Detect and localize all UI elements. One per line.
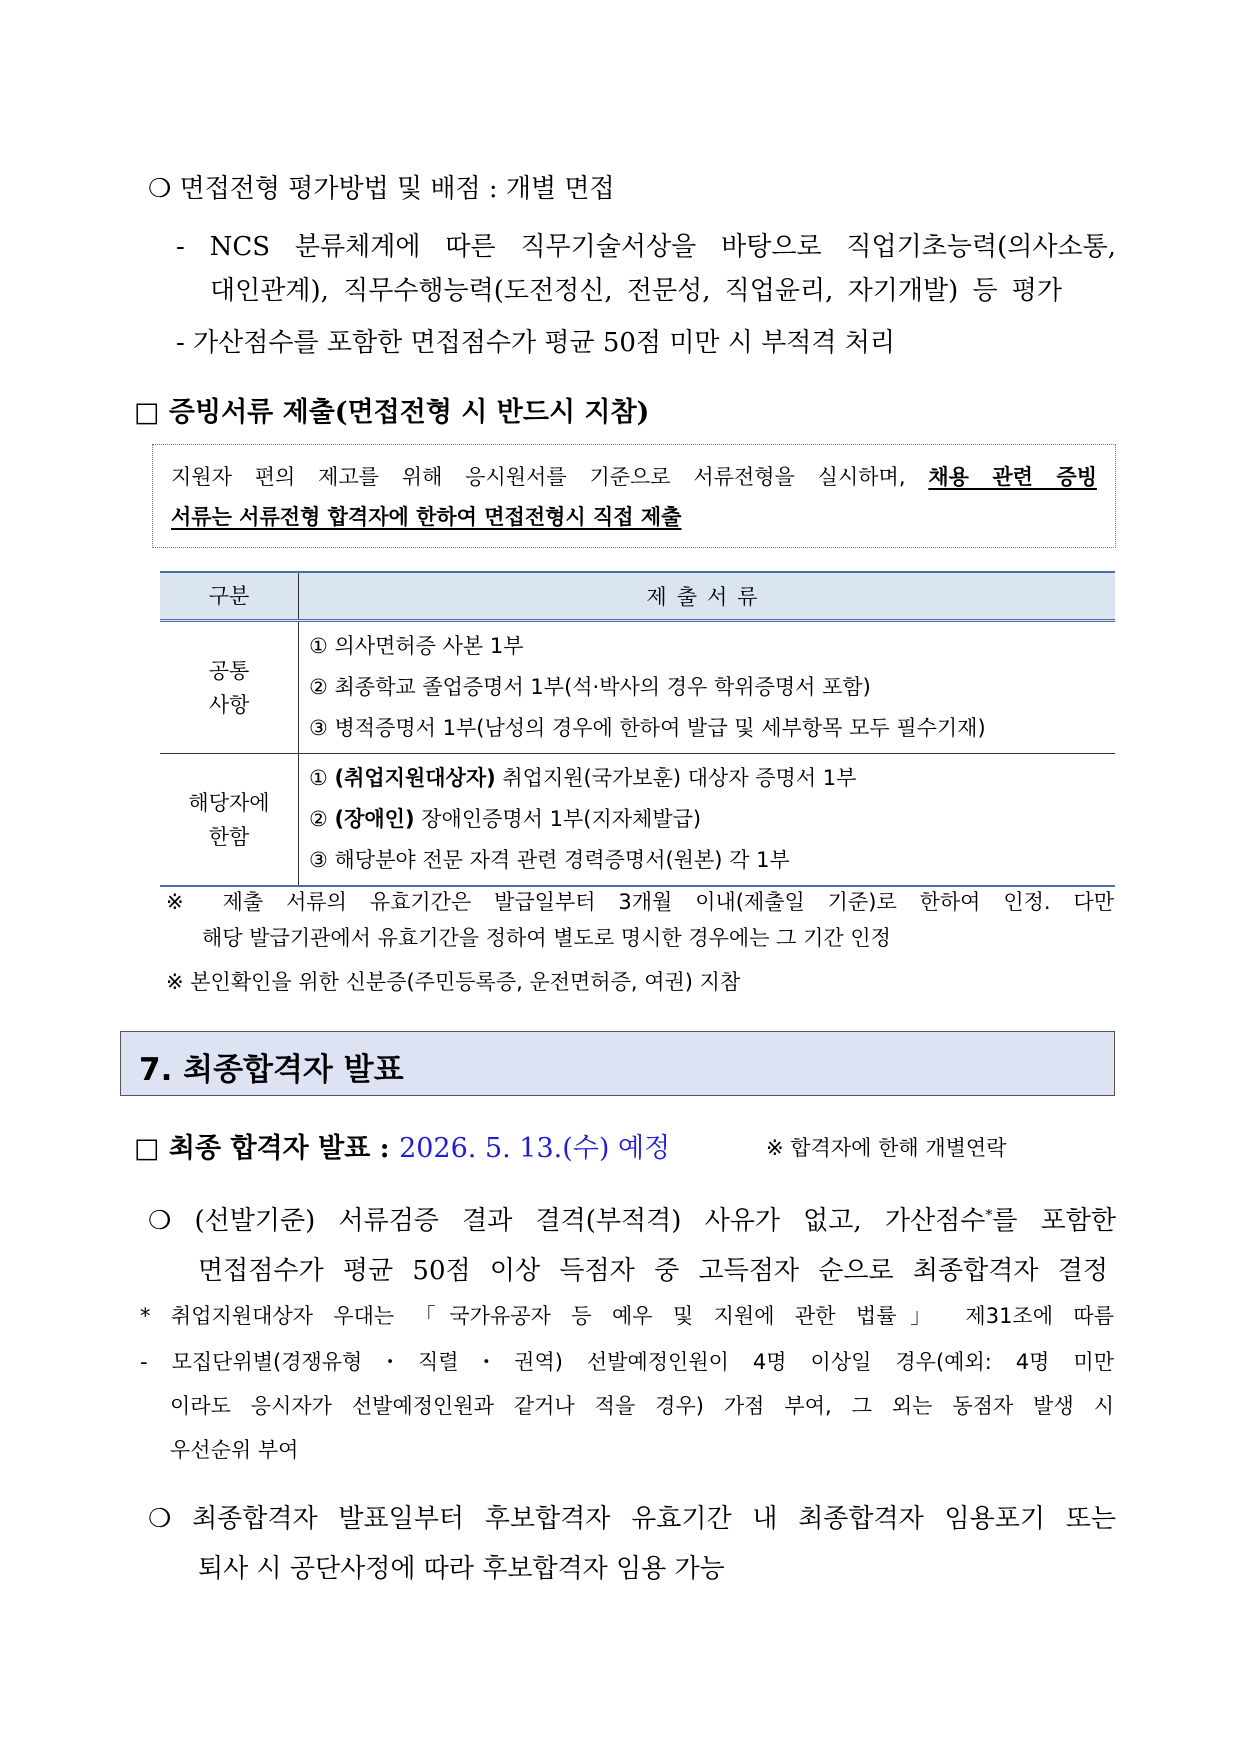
category-cell — [160, 621, 299, 754]
dash-line3: 우선순위 부여 — [170, 1438, 299, 1462]
item-prefix: ① — [309, 766, 335, 790]
announce-line — [134, 1126, 670, 1165]
section-7-title: 7. 최종합격자 발표 — [139, 1052, 404, 1088]
category-line: 한함 — [208, 824, 250, 849]
category-line: 해당자에 — [188, 790, 270, 815]
dash-line2: 이라도 응시자가 선발예정인원과 같거나 적을 경우) 가점 부여, 그 외는 동점자 발생 시 — [170, 1394, 1114, 1418]
criteria-text: ❍ (선발기준) 서류검증 결과 결격(부적격) 사유가 없고, 가산점수 — [148, 1206, 986, 1236]
footnote: * 취업지원대상자 우대는 「국가유공자 등 예우 및 지원에 관한 법률」 제31조에 따름 — [140, 1304, 1114, 1328]
docs-heading: □ 증빙서류 제출(면접전형 시 반드시 지참) — [134, 397, 650, 428]
interview-item1-line1: - NCS 분류체계에 따른 직무기술서상을 바탕으로 직업기초능력(의사소통, — [176, 232, 1116, 262]
reserve-line2: 퇴사 시 공단사정에 따라 후보합격자 임용 가능 — [198, 1554, 725, 1584]
document-item: ① 의사면허증 사본 1부 — [309, 634, 524, 658]
notice-bold-2: 서류는 서류전형 합격자에 한하여 면접전형시 직접 제출 — [171, 505, 682, 529]
reserve-line1: ❍ 최종합격자 발표일부터 후보합격자 유효기간 내 최종합격자 임용포기 또는 — [148, 1504, 1116, 1534]
interview-item2: - 가산점수를 포함한 면접점수가 평균 50점 미만 시 부적격 처리 — [176, 328, 896, 358]
items-cell — [299, 754, 1116, 887]
item-text: 장애인증명서 1부(지자체발급) — [414, 807, 702, 831]
notice-line1 — [171, 461, 1097, 491]
document-item: ③ 해당분야 전문 자격 관련 경력증명서(원본) 각 1부 — [309, 848, 790, 872]
item-bold: (취업지원대상자) — [334, 766, 496, 790]
notice-bold-1: 채용 관련 증빙 — [928, 465, 1097, 489]
document-item — [309, 758, 1114, 799]
criteria-text-2: 를 포함한 — [992, 1206, 1116, 1236]
criteria-line1 — [148, 1200, 1116, 1237]
criteria-asterisk: * — [985, 1207, 993, 1224]
document-item: ③ 병적증명서 1부(남성의 경우에 한하여 발급 및 세부항목 모두 필수기재) — [309, 716, 986, 740]
note1-line2: 해당 발급기관에서 유효기간을 정하여 별도로 명시한 경우에는 그 기간 인정 — [202, 926, 891, 950]
notice-box — [152, 444, 1116, 548]
note1-line1: ※ 제출 서류의 유효기간은 발급일부터 3개월 이내(제출일 기준)로 한하여 인정. 다만 — [166, 890, 1114, 914]
announce-date: 2026. 5. 13.(수) 예정 — [399, 1133, 671, 1164]
item-text: 취업지원(국가보훈) 대상자 증명서 1부 — [495, 766, 857, 790]
table-row — [160, 621, 1115, 754]
section-7-bar — [120, 1031, 1115, 1096]
document-item — [309, 799, 1114, 840]
table-row — [160, 754, 1115, 887]
announce-label: □ 최종 합격자 발표 : — [134, 1133, 400, 1164]
document-item: ② 최종학교 졸업증명서 1부(석·박사의 경우 학위증명서 포함) — [309, 675, 871, 699]
item-bold: (장애인) — [334, 807, 415, 831]
items-cell — [299, 621, 1116, 754]
item-prefix: ② — [309, 807, 335, 831]
header-category: 구분 — [160, 572, 299, 621]
header-documents: 제출서류 — [299, 572, 1116, 621]
category-cell — [160, 754, 299, 887]
notice-text: 지원자 편의 제고를 위해 응시원서를 기준으로 서류전형을 실시하며, — [171, 465, 906, 489]
dash-line1: - 모집단위별(경쟁유형・직렬・권역) 선발예정인원이 4명 이상일 경우(예외: 4명 미만 — [140, 1350, 1114, 1374]
category-line: 공통 — [208, 658, 250, 683]
interview-heading: ❍ 면접전형 평가방법 및 배점 : 개별 면접 — [148, 174, 615, 204]
notice-line2 — [171, 501, 681, 531]
table-header-row — [160, 572, 1115, 621]
category-line: 사항 — [208, 692, 250, 717]
criteria-line2: 면접점수가 평균 50점 이상 득점자 중 고득점자 순으로 최종합격자 결정 — [198, 1256, 1108, 1286]
announce-note: ※ 합격자에 한해 개별연락 — [766, 1136, 1007, 1160]
documents-table — [160, 571, 1115, 887]
interview-item1-line2: 대인관계), 직무수행능력(도전정신, 전문성, 직업윤리, 자기개발) 등 평가 — [210, 276, 1062, 306]
note2: ※ 본인확인을 위한 신분증(주민등록증, 운전면허증, 여권) 지참 — [166, 970, 741, 994]
